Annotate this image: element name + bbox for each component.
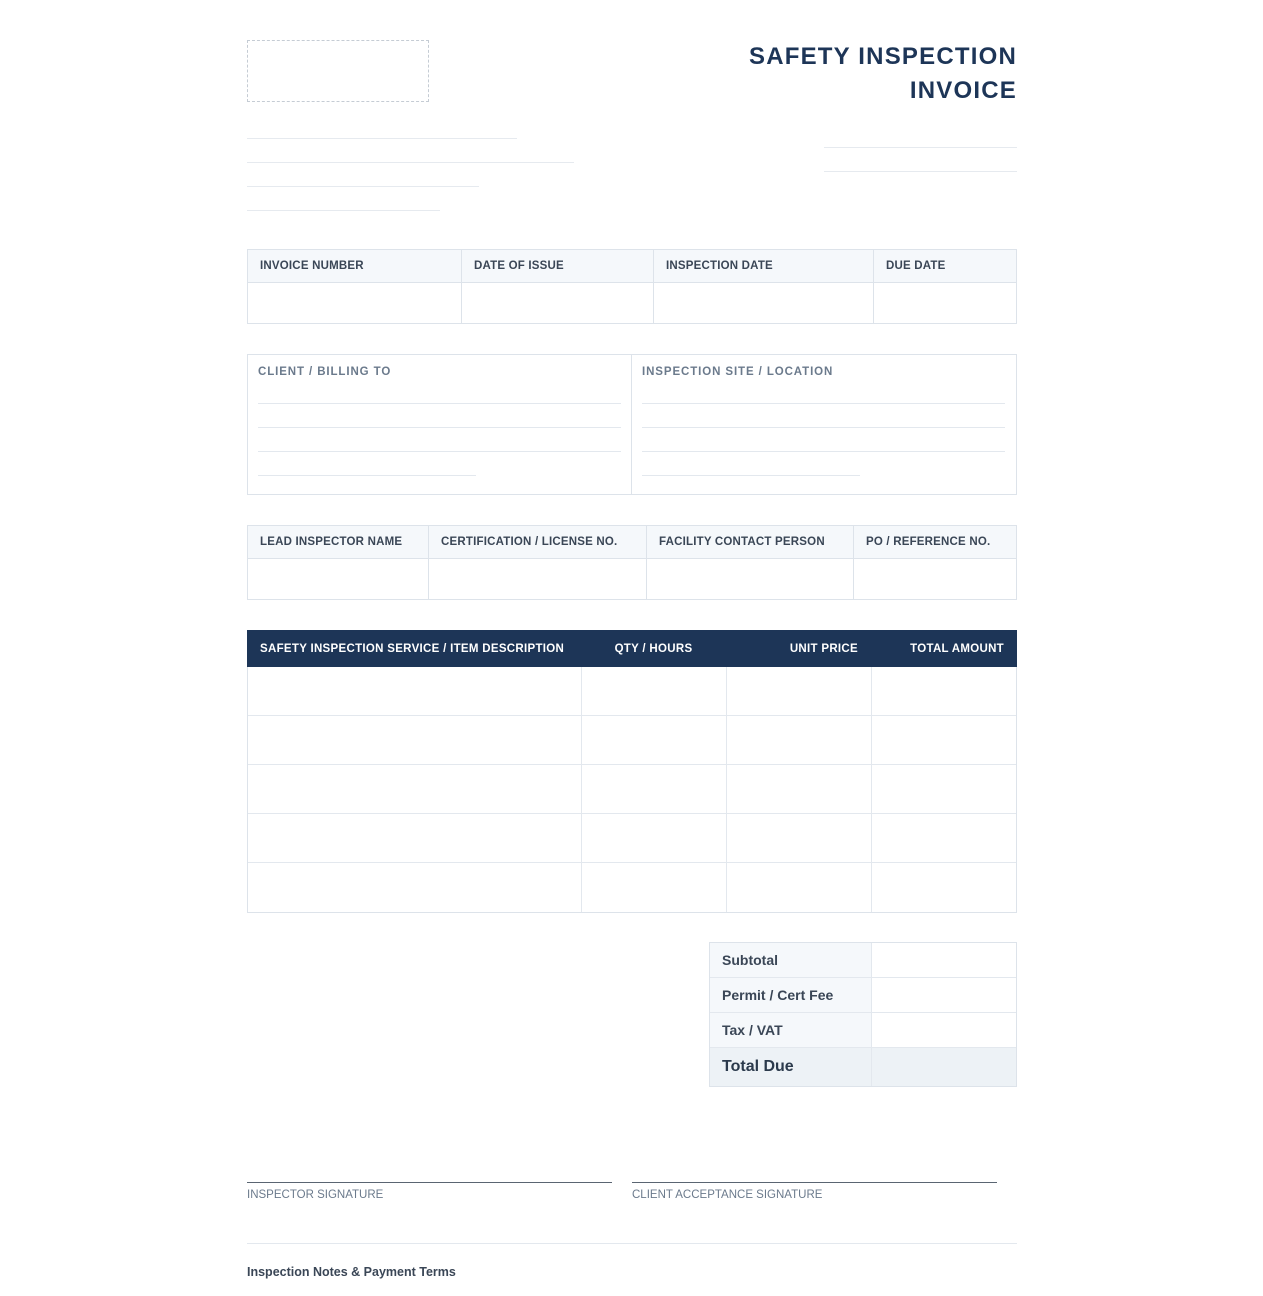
client-address-line[interactable]: [258, 475, 476, 476]
po-reference-label: PO / REFERENCE NO.: [854, 526, 1016, 559]
description-cell[interactable]: [248, 716, 582, 764]
lead-inspector-label: LEAD INSPECTOR NAME: [248, 526, 428, 559]
qty-cell[interactable]: [582, 814, 727, 862]
sender-address-line[interactable]: [247, 162, 574, 163]
inspector-signature-block: [247, 1182, 612, 1201]
inspection-details-table: [247, 525, 1017, 600]
qty-cell[interactable]: [582, 765, 727, 813]
client-signature-block: [632, 1182, 997, 1201]
certification-field[interactable]: [429, 559, 646, 599]
line-items-body: [247, 667, 1017, 913]
inspector-signature-line[interactable]: [247, 1182, 612, 1183]
sender-address-line[interactable]: [247, 138, 517, 139]
inspection-date-label: INSPECTION DATE: [654, 250, 873, 283]
total-due-value[interactable]: [872, 1048, 1018, 1086]
unit-price-cell[interactable]: [727, 863, 872, 912]
inspection-site-label: INSPECTION SITE / LOCATION: [642, 366, 834, 378]
total-due-row: [710, 1048, 1016, 1086]
invoice-number-label: INVOICE NUMBER: [248, 250, 461, 283]
document-title: [597, 40, 1017, 108]
client-address-line[interactable]: [258, 451, 621, 452]
site-address-line[interactable]: [642, 451, 1005, 452]
lead-inspector-field[interactable]: [248, 559, 428, 599]
date-of-issue-field[interactable]: [462, 283, 653, 323]
invoice-page: [247, 0, 1017, 1296]
facility-contact-field[interactable]: [647, 559, 853, 599]
tax-value[interactable]: [872, 1013, 1018, 1047]
qty-column-header: QTY / HOURS: [614, 642, 693, 655]
qty-cell[interactable]: [582, 863, 727, 912]
site-address-line[interactable]: [642, 475, 860, 476]
invoice-meta-table: [247, 249, 1017, 324]
client-address-line[interactable]: [258, 403, 621, 404]
permit-fee-value[interactable]: [872, 978, 1018, 1012]
sender-address-line[interactable]: [247, 186, 479, 187]
total-amount-cell[interactable]: [872, 765, 1016, 813]
facility-contact-column: [647, 526, 854, 599]
parties-block: [247, 354, 1017, 495]
date-of-issue-column: [462, 250, 654, 323]
certification-label: CERTIFICATION / LICENSE NO.: [429, 526, 646, 559]
line-items-table: [247, 630, 1017, 913]
unit-price-cell[interactable]: [727, 667, 872, 715]
lead-inspector-column: [248, 526, 429, 599]
table-row: [248, 667, 1016, 716]
notes-title: Inspection Notes & Payment Terms: [247, 1265, 456, 1279]
contact-line[interactable]: [824, 147, 1017, 148]
total-due-label: Total Due: [710, 1048, 872, 1086]
footer-divider: [247, 1243, 1017, 1244]
inspection-date-column: [654, 250, 874, 323]
po-reference-column: [854, 526, 1016, 599]
title-line-2: INVOICE: [909, 77, 1017, 104]
table-row: [248, 814, 1016, 863]
unit-price-column-header: UNIT PRICE: [789, 642, 858, 655]
logo-placeholder[interactable]: [247, 40, 429, 102]
description-cell[interactable]: [248, 765, 582, 813]
total-amount-cell[interactable]: [872, 814, 1016, 862]
due-date-column: [874, 250, 1016, 323]
description-cell[interactable]: [248, 667, 582, 715]
client-billing-section: [248, 355, 632, 494]
inspector-signature-label: INSPECTOR SIGNATURE: [247, 1189, 384, 1201]
title-line-1: SAFETY INSPECTION: [749, 43, 1017, 70]
table-row: [248, 863, 1016, 912]
invoice-number-field[interactable]: [248, 283, 461, 323]
certification-column: [429, 526, 647, 599]
total-amount-cell[interactable]: [872, 667, 1016, 715]
permit-fee-label: Permit / Cert Fee: [710, 978, 872, 1012]
unit-price-cell[interactable]: [727, 814, 872, 862]
client-signature-label: CLIENT ACCEPTANCE SIGNATURE: [632, 1189, 823, 1201]
permit-fee-row: [710, 978, 1016, 1013]
line-items-header: [247, 630, 1017, 667]
table-row: [248, 716, 1016, 765]
contact-line[interactable]: [824, 171, 1017, 172]
inspection-date-field[interactable]: [654, 283, 873, 323]
site-address-line[interactable]: [642, 403, 1005, 404]
unit-price-cell[interactable]: [727, 716, 872, 764]
table-row: [248, 765, 1016, 814]
due-date-field[interactable]: [874, 283, 1016, 323]
subtotal-row: [710, 943, 1016, 978]
inspection-site-section: [632, 355, 1016, 494]
facility-contact-label: FACILITY CONTACT PERSON: [647, 526, 853, 559]
client-signature-line[interactable]: [632, 1182, 997, 1183]
due-date-label: DUE DATE: [874, 250, 1016, 283]
date-of-issue-label: DATE OF ISSUE: [462, 250, 653, 283]
qty-cell[interactable]: [582, 667, 727, 715]
tax-label: Tax / VAT: [710, 1013, 872, 1047]
client-address-line[interactable]: [258, 427, 621, 428]
unit-price-cell[interactable]: [727, 765, 872, 813]
site-address-line[interactable]: [642, 427, 1005, 428]
subtotal-label: Subtotal: [710, 943, 872, 977]
description-cell[interactable]: [248, 863, 582, 912]
description-column-header: SAFETY INSPECTION SERVICE / ITEM DESCRIPTION: [260, 642, 565, 655]
qty-cell[interactable]: [582, 716, 727, 764]
description-cell[interactable]: [248, 814, 582, 862]
subtotal-value[interactable]: [872, 943, 1018, 977]
client-billing-label: CLIENT / BILLING TO: [258, 366, 392, 378]
tax-row: [710, 1013, 1016, 1048]
total-amount-cell[interactable]: [872, 863, 1016, 912]
total-amount-cell[interactable]: [872, 716, 1016, 764]
sender-address-line[interactable]: [247, 210, 440, 211]
invoice-number-column: [248, 250, 462, 323]
po-reference-field[interactable]: [854, 559, 1016, 599]
totals-table: [709, 942, 1017, 1087]
total-amount-column-header: TOTAL AMOUNT: [910, 642, 1004, 655]
